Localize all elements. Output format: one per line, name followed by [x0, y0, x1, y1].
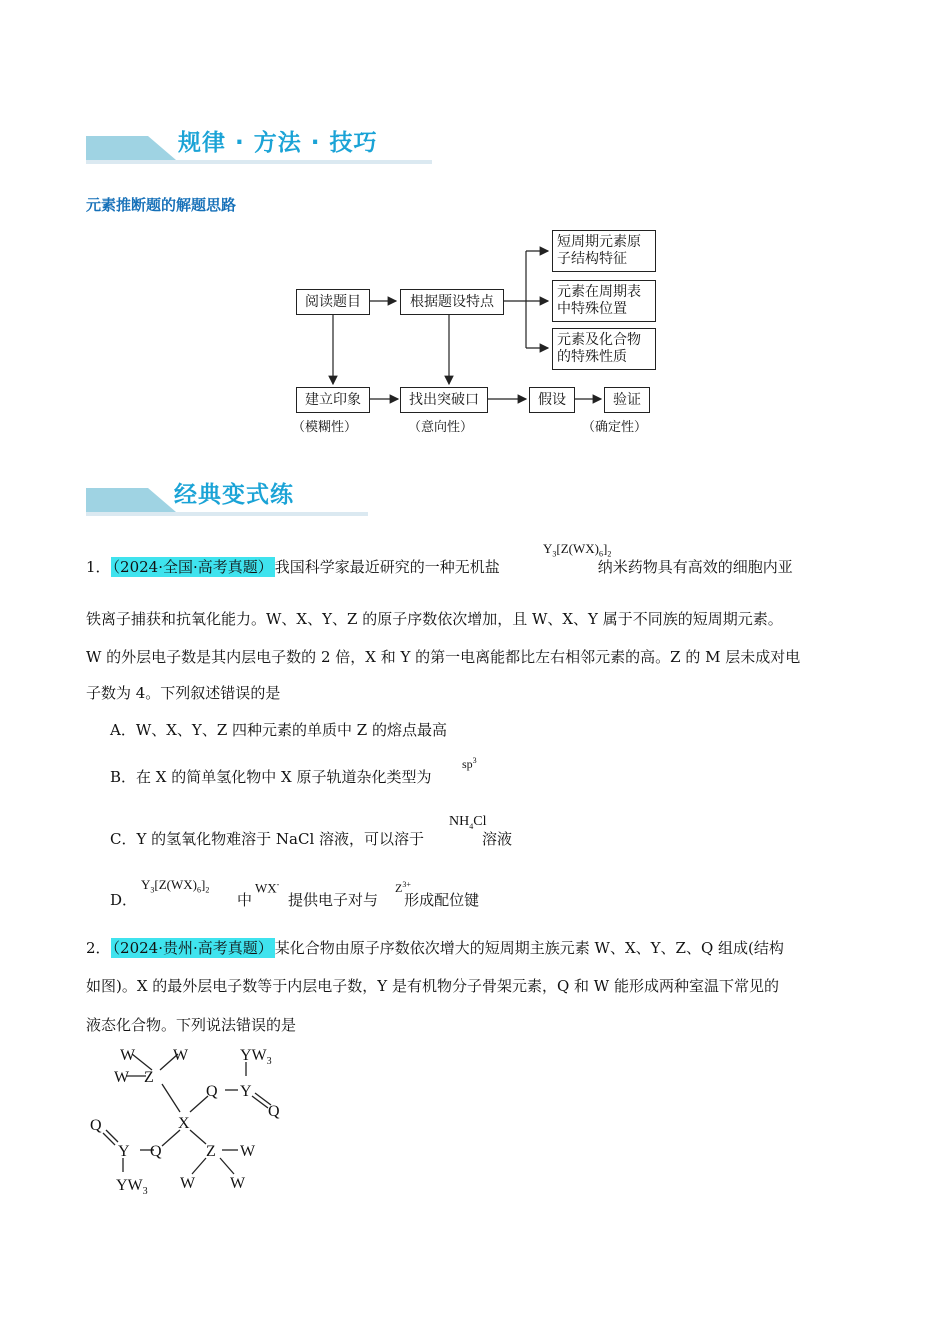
flow-box-properties-line2: 的特殊性质 — [557, 349, 627, 365]
atom-yw3-top: $YW_3$ — [240, 1047, 272, 1067]
q1-line3: W 的外层电子数是其内层电子数的 2 倍，X 和 Y 的第一电离能都比左右相邻元素的高。Z 的 M 层未成对电 — [86, 648, 801, 666]
flow-box-properties-line1: 元素及化合物 — [557, 332, 641, 348]
q2-number: 2． — [86, 939, 111, 957]
q1-line1 — [86, 557, 793, 577]
q1-stem-a: 我国科学家最近研究的一种无机盐 — [274, 558, 500, 576]
flow-box-position-line2: 中特殊位置 — [557, 301, 627, 317]
q1-option-c[interactable] — [110, 829, 512, 849]
q2-structure-diagram — [80, 1042, 280, 1202]
q1-option-d-mid: 中 — [237, 891, 253, 909]
q1-stem-b: 纳米药物具有高效的细胞内亚 — [597, 558, 793, 576]
atom-w2: W — [173, 1047, 189, 1064]
q1-option-d-label: D． — [110, 891, 138, 909]
section-title-practice: 经典变式练 — [174, 482, 294, 508]
q1-formula-salt: $Y_3[Z(WX)_6]_2$ — [543, 541, 612, 559]
flow-box-structure-line1: 短周期元素原 — [557, 234, 641, 250]
atom-w5: W — [180, 1175, 196, 1192]
flow-note-vague: （模糊性） — [292, 420, 358, 435]
atom-z2: Z — [206, 1143, 216, 1160]
q1-option-c-tail: 溶液 — [482, 830, 513, 848]
flow-box-structure-line2: 子结构特征 — [557, 251, 627, 267]
flow-box-structure — [552, 230, 656, 272]
q1-formula-salt-d: $Y_3[Z(WX)_6]_2$ — [141, 877, 210, 895]
q2-line2: 如图)。X 的最外层电子数等于内层电子数，Y 是有机物分子骨架元素，Q 和 W 能形成两种室温下常见的 — [86, 977, 779, 995]
subheading: 元素推断题的解题思路 — [86, 196, 237, 214]
atom-x: X — [178, 1115, 190, 1132]
q1-line4: 子数为 4。下列叙述错误的是 — [86, 684, 281, 702]
q2-line1 — [86, 938, 784, 958]
atom-w1: W — [120, 1047, 136, 1064]
flow-box-features: 根据题设特点 — [400, 289, 504, 315]
atom-y1: Y — [240, 1083, 252, 1100]
atom-q1: Q — [206, 1083, 218, 1100]
atom-z1: Z — [144, 1069, 154, 1086]
section-title-rules: 规律 · 方法 · 技巧 — [178, 130, 378, 156]
flow-box-impression: 建立印象 — [296, 387, 370, 413]
atom-w4: W — [240, 1143, 256, 1160]
q1-source-tag: （2024·全国·高考真题） — [112, 558, 273, 576]
section-banner-rules — [86, 130, 432, 166]
q1-formula-z3: $Z^{3+}$ — [395, 880, 411, 895]
flow-box-hypothesis: 假设 — [529, 387, 575, 413]
q1-line2: 铁离子捕获和抗氧化能力。W、X、Y、Z 的原子序数依次增加，且 W、X、Y 属于不同族的短周期元素。 — [86, 610, 783, 628]
flow-box-properties — [552, 328, 656, 370]
atom-y2: Y — [118, 1143, 130, 1160]
atom-q3: Q — [90, 1117, 102, 1134]
q1-number: 1． — [86, 558, 111, 576]
q1-formula-nh4cl: $NH_4Cl$ — [449, 814, 487, 831]
atom-yw3-bottom: $YW_3$ — [116, 1177, 148, 1197]
q1-option-c-text: C．Y 的氢氧化物难溶于 NaCl 溶液，可以溶于 — [110, 830, 425, 848]
flow-box-position-line1: 元素在周期表 — [557, 284, 641, 300]
q1-formula-wx: WX- — [255, 880, 280, 896]
atom-w3: W — [114, 1069, 130, 1086]
flowchart — [290, 224, 660, 436]
q1-formula-sp3: $sp^3$ — [462, 756, 477, 771]
flow-box-verify: 验证 — [604, 387, 650, 413]
q1-option-b[interactable]: B．在 X 的简单氢化物中 X 原子轨道杂化类型为 — [110, 768, 432, 786]
flow-box-read: 阅读题目 — [296, 289, 370, 315]
atom-w6: W — [230, 1175, 246, 1192]
q2-line3: 液态化合物。下列说法错误的是 — [86, 1016, 297, 1034]
atom-q2: Q — [268, 1103, 280, 1120]
q1-option-d-text: 提供电子对与 — [288, 891, 379, 909]
q2-stem: 某化合物由原子序数依次增大的短周期主族元素 W、X、Y、Z、Q 组成(结构 — [274, 939, 784, 957]
atom-q4: Q — [150, 1143, 162, 1160]
flow-box-position — [552, 280, 656, 322]
q1-option-d-tail: 形成配位键 — [404, 891, 480, 909]
flow-box-breakthrough: 找出突破口 — [400, 387, 488, 413]
flow-note-intent: （意向性） — [408, 420, 474, 435]
section-banner-practice — [86, 482, 368, 518]
q1-option-a[interactable]: A．W、X、Y、Z 四种元素的单质中 Z 的熔点最高 — [110, 721, 447, 739]
q2-source-tag: （2024·贵州·高考真题） — [112, 939, 273, 957]
flow-note-certain: （确定性） — [582, 420, 648, 435]
